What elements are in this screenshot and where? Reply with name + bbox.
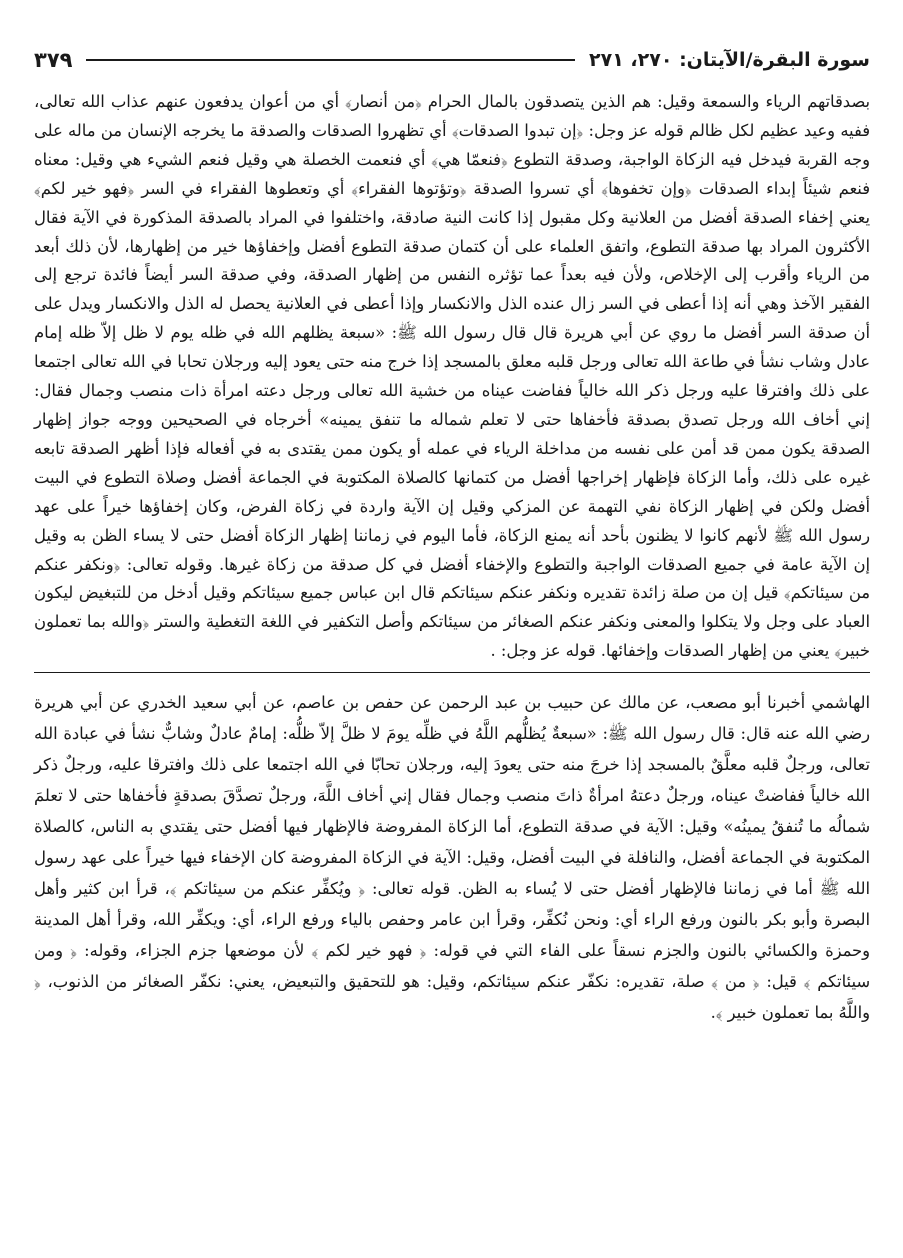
footnote-divider (34, 672, 870, 673)
running-title: سورة البقرة/الآيتان: ٢٧٠، ٢٧١ (589, 49, 870, 71)
header-rule (86, 59, 575, 61)
page-number: ٣٧٩ (34, 48, 73, 72)
main-text: بصدقاتهم الرياء والسمعة وقيل: هم الذين يتصدقون بالمال الحرام ﴿من أنصار﴾ أي من أعوان يدفعون عنهم عذاب الله تعالى، ففيه وعيد عظيم لكل ظالم قوله عز وجل: ﴿إن تبدوا الصدقات﴾ أي تظهروا الصدقات والصدقة ما يخرجه الإنسان من ماله على وجه القربة فيدخل فيه الزكاة الواجبة، وصدقة التطوع ﴿فنعمّا هي﴾ أي فنعمت الخصلة هي وقيل فنعم الشيء هي وقيل: معناه فنعم شيئاً إبداء الصدقات ﴿وإن تخفوها﴾ أي تسروا الصدقة ﴿وتؤتوها الفقراء﴾ أي وتعطوها الفقراء في السر ﴿فهو خير لكم﴾ يعني إخفاء الصدقة أفضل من العلانية وكل مقبول إذا كانت النية صادقة، واختلفوا في المراد بالصدقة المذكورة في الآية فقال الأكثرون المراد بها صدقة التطوع، واتفق العلماء على أن كتمان صدقة التطوع أفضل وإخفاؤها خير من إظهارها، لأن ذلك أبعد من الرياء وأقرب إلى الإخلاص، ولأن فيه بعداً عما تؤثره النفس من إظهار الصدقة، وفي صدقة السر أيضاً فائدة ترجع إلى الفقير الآخذ وهي أنه إذا أعطى في السر زال عنده الذل والانكسار وإذا أعطى في العلانية يحصل له الذل والانكسار ويدل على أن صدقة السر أفضل ما روي عن أبي هريرة قال قال رسول الله ﷺ: «سبعة يظلهم الله في ظله يوم لا ظل إلاّ ظله إمام عادل وشاب نشأ في طاعة الله تعالى ورجل قلبه معلق بالمسجد إذا خرج منه حتى يعود إليه ورجلان تحابا في الله تعالى اجتمعا على ذلك وافترقا عليه ورجل ذكر الله خالياً ففاضت عيناه من خشية الله تعالى ورجل دعته امرأة ذات منصب وجمال فقال: إني أخاف الله ورجل تصدق بصدقة فأخفاها حتى لا تعلم شماله ما تنفق يمينه» أخرجاه في الصحيحين ووجه جواز إظهار الصدقة يكون ممن قد أمن على نفسه من مداخلة الرياء في عمله أو يكون ممن يقتدى به في أفعاله فإذا أظهر الصدقة تابعه غيره على ذلك، وأما الزكاة فإظهار إخراجها أفضل من كتمانها كالصلاة المكتوبة في الجماعة أفضل وصلاة التطوع في البيت أفضل ولكن في إظهار الزكاة نفي التهمة عن المزكي وقيل إن الآية واردة في زكاة الفرض، وكان إخفاؤها خيراً على عهد رسول الله ﷺ لأنهم كانوا لا يظنون بأحد أنه يمنع الزكاة، فأما اليوم في زماننا إظهار الزكاة أفضل حتى لا يساء الظن به وقيل إن الآية عامة في جميع الصدقات الواجبة والتطوع والإخفاء أفضل في كل صدقة من زكاة غيرها. وقوله تعالى: ﴿ونكفر عنكم من سيئاتكم﴾ قيل إن من صلة زائدة تقديره ونكفر عنكم سيئاتكم قال ابن عباس جميع سيئاتكم وقيل أدخل من للتبغيض ليكون العباد على وجل ولا يتكلوا والمعنى ونكفر عنكم الصغائر من سيئاتكم وأصل التكفير في اللغة التغطية والستر ﴿والله بما تعملون خبير﴾ يعني من إظهار الصدقات وإخفائها. قوله عز وجل: . (34, 92, 870, 661)
book-page (34, 40, 870, 1240)
footnote-text: الهاشمي أخبرنا أبو مصعب، عن مالك عن حبيب بن عبد الرحمن عن حفص بن عاصم، عن أبي سعيد الخدري عن أبي هريرة رضي الله عنه قال: قال رسول الله ﷺ: «سبعةٌ يُظلُّهم اللَّهُ في ظلِّه يومَ لا ظلَّ إلاّ ظلُّه: إمامٌ عادلٌ وشابٌّ نشأ في عبادة الله تعالى، ورجلٌ قلبه معلَّقٌ بالمسجد إذا خرجَ منه حتى يعودَ إليه، ورجلان تحابّا في الله اجتمعا على ذلك وافترقا عليه، ورجلٌ ذكر الله خالياً ففاضتْ عيناه، ورجلٌ دعتهُ امرأةٌ ذاتَ منصب وجمال فقال إني أخاف اللَّهَ، ورجلٌ تصدَّقَ بصدقةٍ فأخفاها حتى لا تعلمَ شمالُه ما تُنفقُ يمينُه» وقيل: الآية في صدقة التطوع، أما الزكاة المفروضة فالإظهار فيها أفضل حتى يقتدي به الناس، كالصلاة المكتوبة في الجماعة أفضل، والنافلة في البيت أفضل، وقيل: الآية في الزكاة المفروضة كان الإخفاء فيها خيراً على عهد رسول الله ﷺ أما في زماننا فالإظهار أفضل حتى لا يُساء به الظن. قوله تعالى: ﴿ ويُكفِّر عنكم من سيئاتكم ﴾، قرأ ابن كثير وأهل البصرة وأبو بكر بالنون ورفع الراء أي: ونحن نُكفِّر، وقرأ ابن عامر وحفص بالياء ورفع الراء، أي: ويكفِّر الله، وقرأ أهل المدينة وحمزة والكسائي بالنون والجزم نسقاً على الفاء التي في قوله: ﴿ فهو خير لكم ﴾ لأن موضعها جزم الجزاء، وقوله: ﴿ ومن سيئاتكم ﴾ قيل: ﴿ من ﴾ صلة، تقديره: نكفّر عنكم سيئاتكم، وقيل: هو للتحقيق والتبعيض، يعني: نكفّر الصغائر من الذنوب، ﴿ واللَّهُ بما تعملون خبير ﴾. (34, 693, 870, 1023)
page-header (34, 40, 870, 80)
